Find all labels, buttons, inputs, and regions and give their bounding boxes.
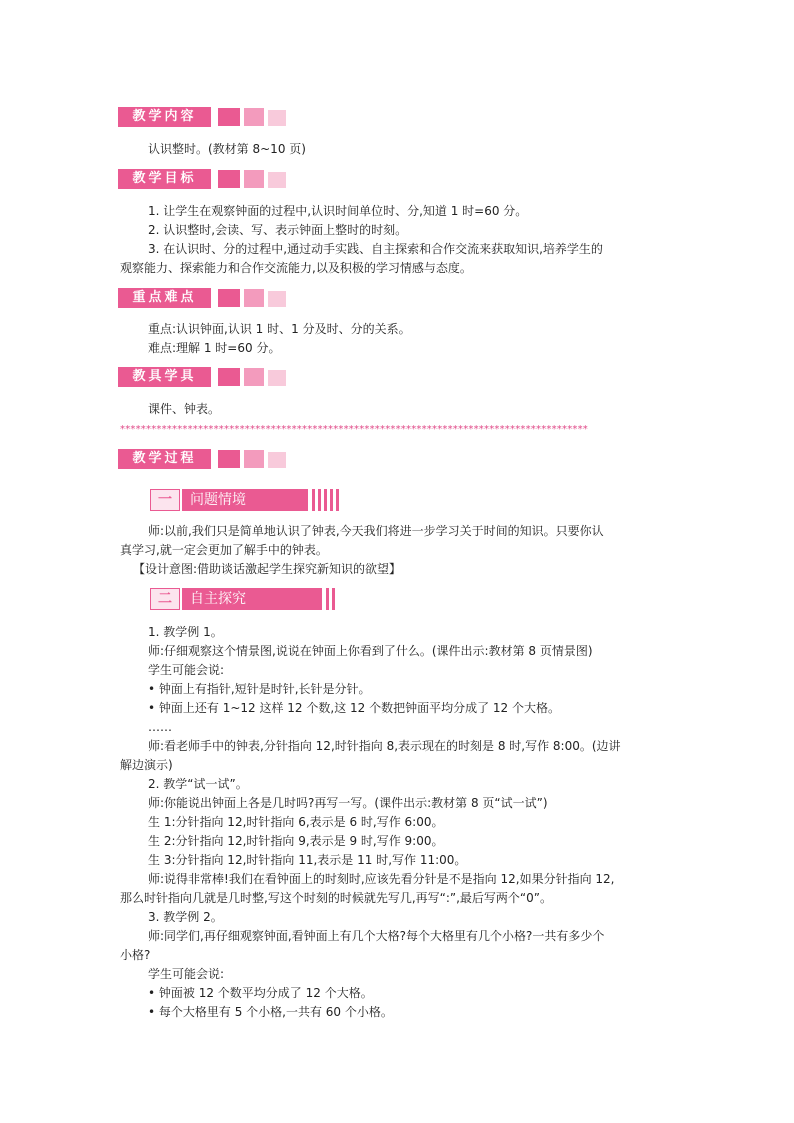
section-header-tools bbox=[118, 367, 298, 387]
part2-line: 师:仔细观察这个情景图,说说在钟面上你看到了什么。(课件出示:教材第 8 页情景图) bbox=[148, 644, 593, 658]
goal-line: 2. 认识整时,会读、写、表示钟面上整时的时刻。 bbox=[148, 223, 408, 237]
decor-stripe bbox=[312, 489, 315, 511]
decor-square bbox=[244, 289, 264, 307]
section-title: 教具学具 bbox=[118, 367, 211, 387]
subsection-number: 一 bbox=[150, 489, 180, 511]
part2-line: • 钟面被 12 个数平均分成了 12 个大格。 bbox=[148, 986, 373, 1000]
section-title: 教学内容 bbox=[118, 107, 211, 127]
keypoint-line: 难点:理解 1 时=60 分。 bbox=[148, 341, 281, 355]
decor-stripe bbox=[326, 588, 329, 610]
decor-stripe bbox=[324, 489, 327, 511]
decor-square bbox=[218, 289, 240, 307]
subsection-title: 自主探究 bbox=[182, 588, 322, 610]
part2-line: • 钟面上有指针,短针是时针,长针是分针。 bbox=[148, 682, 371, 696]
part2-line: 小格? bbox=[120, 948, 151, 962]
part2-line: • 每个大格里有 5 个小格,一共有 60 个小格。 bbox=[148, 1005, 393, 1019]
goal-line: 3. 在认识时、分的过程中,通过动手实践、自主探索和合作交流来获取知识,培养学生的 bbox=[148, 242, 603, 256]
section-title: 重点难点 bbox=[118, 288, 211, 308]
decor-stripe bbox=[318, 489, 321, 511]
subsection-number: 二 bbox=[150, 588, 180, 610]
decor-stripe bbox=[330, 489, 333, 511]
part2-line: 师:说得非常棒!我们在看钟面上的时刻时,应该先看分针是不是指向 12,如果分针指向 12, bbox=[148, 872, 615, 886]
subsection-title: 问题情境 bbox=[182, 489, 308, 511]
tools-text: 课件、钟表。 bbox=[148, 402, 221, 416]
decor-square bbox=[268, 172, 286, 188]
decor-square bbox=[218, 450, 240, 468]
section-header-process bbox=[118, 449, 298, 469]
decor-square bbox=[244, 108, 264, 126]
star-divider: ****************************************************************************************** bbox=[120, 425, 588, 435]
part2-line: 学生可能会说: bbox=[148, 967, 225, 981]
subsection-header-part2 bbox=[150, 588, 340, 610]
part2-line: 生 1:分针指向 12,时针指向 6,表示是 6 时,写作 6:00。 bbox=[148, 815, 444, 829]
decor-square bbox=[244, 170, 264, 188]
decor-square bbox=[218, 108, 240, 126]
section-header-keypoints bbox=[118, 288, 298, 308]
decor-square bbox=[244, 368, 264, 386]
part2-line: 3. 教学例 2。 bbox=[148, 910, 223, 924]
part2-line: 那么时针指向几就是几时整,写这个时刻的时候就先写几,再写“:”,最后写两个“0”。 bbox=[120, 891, 552, 905]
goal-line: 观察能力、探索能力和合作交流能力,以及积极的学习情感与态度。 bbox=[120, 261, 472, 275]
decor-square bbox=[218, 170, 240, 188]
decor-stripe bbox=[332, 588, 335, 610]
part2-line: 2. 教学“试一试”。 bbox=[148, 777, 248, 791]
part2-line: 师:同学们,再仔细观察钟面,看钟面上有几个大格?每个大格里有几个小格?一共有多少个 bbox=[148, 929, 605, 943]
decor-square bbox=[268, 452, 286, 468]
subsection-header-part1 bbox=[150, 489, 340, 511]
part2-line: 1. 教学例 1。 bbox=[148, 625, 223, 639]
part2-line: 师:你能说出钟面上各是几时吗?再写一写。(课件出示:教材第 8 页“试一试”) bbox=[148, 796, 548, 810]
part1-line: 【设计意图:借助谈话激起学生探究新知识的欲望】 bbox=[133, 562, 402, 576]
part2-line: 解边演示) bbox=[120, 758, 173, 772]
section-title: 教学目标 bbox=[118, 169, 211, 189]
part2-line: • 钟面上还有 1~12 这样 12 个数,这 12 个数把钟面平均分成了 12 个大格。 bbox=[148, 701, 560, 715]
part1-line: 师:以前,我们只是简单地认识了钟表,今天我们将进一步学习关于时间的知识。只要你认 bbox=[148, 524, 604, 538]
keypoint-line: 重点:认识钟面,认识 1 时、1 分及时、分的关系。 bbox=[148, 322, 411, 336]
part2-line: …… bbox=[148, 720, 172, 734]
part1-line: 真学习,就一定会更加了解手中的钟表。 bbox=[120, 543, 328, 557]
part2-line: 生 3:分针指向 12,时针指向 11,表示是 11 时,写作 11:00。 bbox=[148, 853, 467, 867]
decor-square bbox=[268, 291, 286, 307]
decor-stripe bbox=[336, 489, 339, 511]
decor-square bbox=[218, 368, 240, 386]
goal-line: 1. 让学生在观察钟面的过程中,认识时间单位时、分,知道 1 时=60 分。 bbox=[148, 204, 528, 218]
part2-line: 师:看老师手中的钟表,分针指向 12,时针指向 8,表示现在的时刻是 8 时,写作 8:00。(边讲 bbox=[148, 739, 621, 753]
content-text: 认识整时。(教材第 8~10 页) bbox=[148, 142, 306, 156]
part2-line: 生 2:分针指向 12,时针指向 9,表示是 9 时,写作 9:00。 bbox=[148, 834, 444, 848]
section-title: 教学过程 bbox=[118, 449, 211, 469]
part2-line: 学生可能会说: bbox=[148, 663, 225, 677]
section-header-goals bbox=[118, 169, 298, 189]
decor-square bbox=[268, 110, 286, 126]
decor-square bbox=[244, 450, 264, 468]
decor-square bbox=[268, 370, 286, 386]
section-header-content bbox=[118, 107, 298, 127]
